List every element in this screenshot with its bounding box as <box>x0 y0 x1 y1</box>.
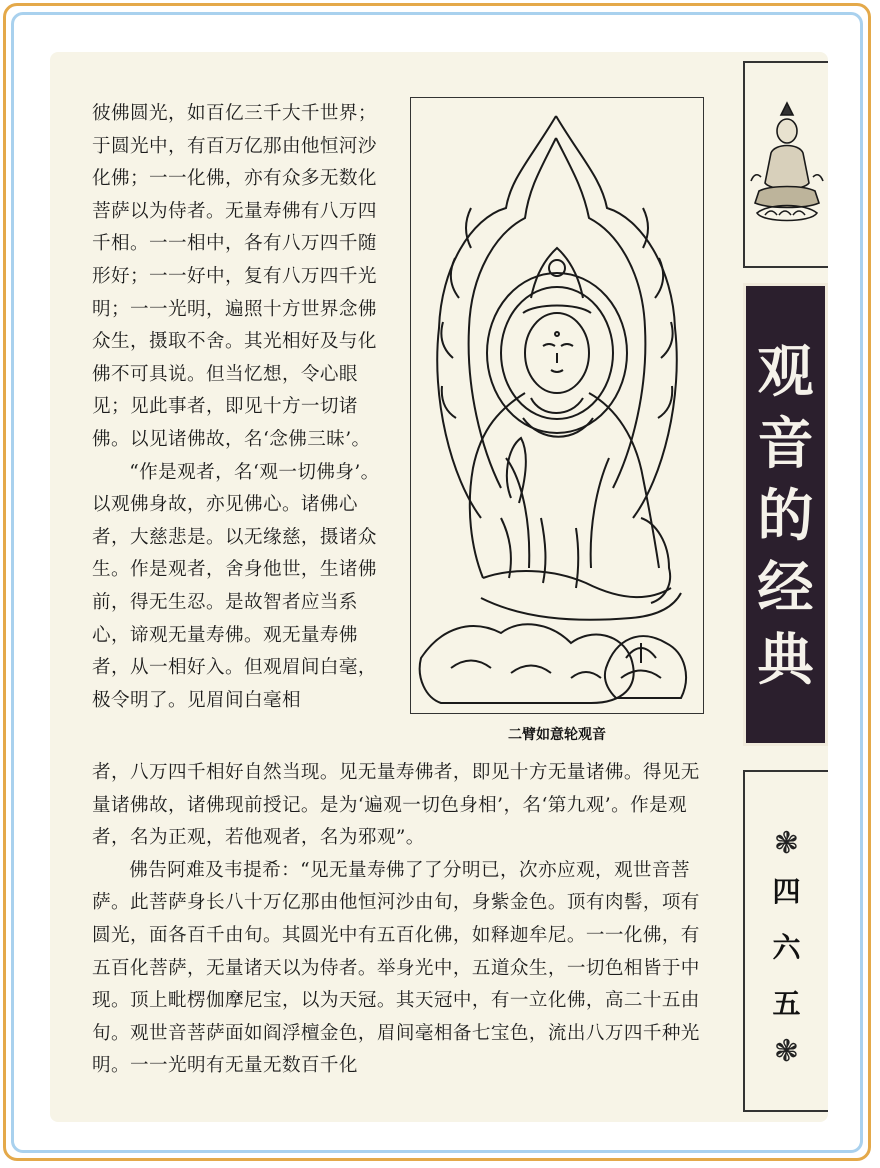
guanyin-drawing <box>411 98 702 712</box>
page-number-char: 五 <box>772 987 801 1020</box>
title-char: 典 <box>757 627 814 693</box>
page-number-char: 六 <box>772 931 801 964</box>
flower-ornament-icon: ❃ <box>773 826 800 861</box>
paragraph: 佛告阿难及韦提希：“见无量寿佛了了分明已，次亦应观，观世音菩萨。此菩萨身长八十万亿那由他恒河沙由旬，身紫金色。顶有肉髻，项有圆光，面各百千由旬。其圆光中有五百化佛，如释迦牟尼。一一化佛，有五百化菩萨，无量诸天以为侍者。举身光中，五道众生，一切色相皆于中现。顶上毗楞伽摩尼宝，以为天冠。其天冠中，有一立化佛，高二十五由旬。观世音菩萨面如阎浮檀金色，眉间毫相备七宝色，流出八万四千种光明。一一光明有无量无数百千化 <box>92 859 700 1077</box>
page-number-char: 四 <box>772 875 801 908</box>
figure-caption: 二臂如意轮观音 <box>508 727 606 743</box>
guanyin-illustration <box>410 97 704 714</box>
flower-ornament-icon: ❃ <box>773 1034 800 1069</box>
title-char: 经 <box>757 555 814 621</box>
paragraph: “作是观者，名‘观一切佛身’。以观佛身故，亦见佛心。诸佛心者，大慈悲是。以无缘慈，摄诸众生。作是观者，舍身他世，生诸佛前，得无生忍。是故智者应当系心，谛观无量寿佛。观无量寿佛者，从一相好入。但观眉间白毫，极令明了。见眉间白毫相 <box>92 461 380 711</box>
title-char: 的 <box>757 483 814 549</box>
guanyin-seated-icon <box>745 63 828 266</box>
page-number-box <box>743 770 828 1112</box>
side-emblem-box <box>743 61 828 268</box>
text-column <box>92 98 392 717</box>
paragraph: 者，八万四千相好自然当现。见无量寿佛者，即见十方无量诸佛。得见无量诸佛故，诸佛现前授记。是为‘遍观一切色身相’，名‘第九观’。作是观者，名为正观，若他观者，名为邪观”。 <box>92 762 700 849</box>
title-char: 观 <box>757 339 814 405</box>
text-full-width <box>92 757 712 1083</box>
title-char: 音 <box>757 411 814 477</box>
paragraph: 彼佛圆光，如百亿三千大千世界；于圆光中，有百万亿那由他恒河沙化佛；一一化佛，亦有众多无数化菩萨以为侍者。无量寿佛有八万四千相。一一相中，各有八万四千随形好；一一好中，复有八万四千光明；一一光明，遍照十方世界念佛众生，摄取不舍。其光相好及与化佛不可具说。但当忆想，令心眼见；见此事者，即见十方一切诸佛。以见诸佛故，名‘念佛三昧’。 <box>92 103 377 450</box>
chapter-title-band <box>743 283 828 746</box>
